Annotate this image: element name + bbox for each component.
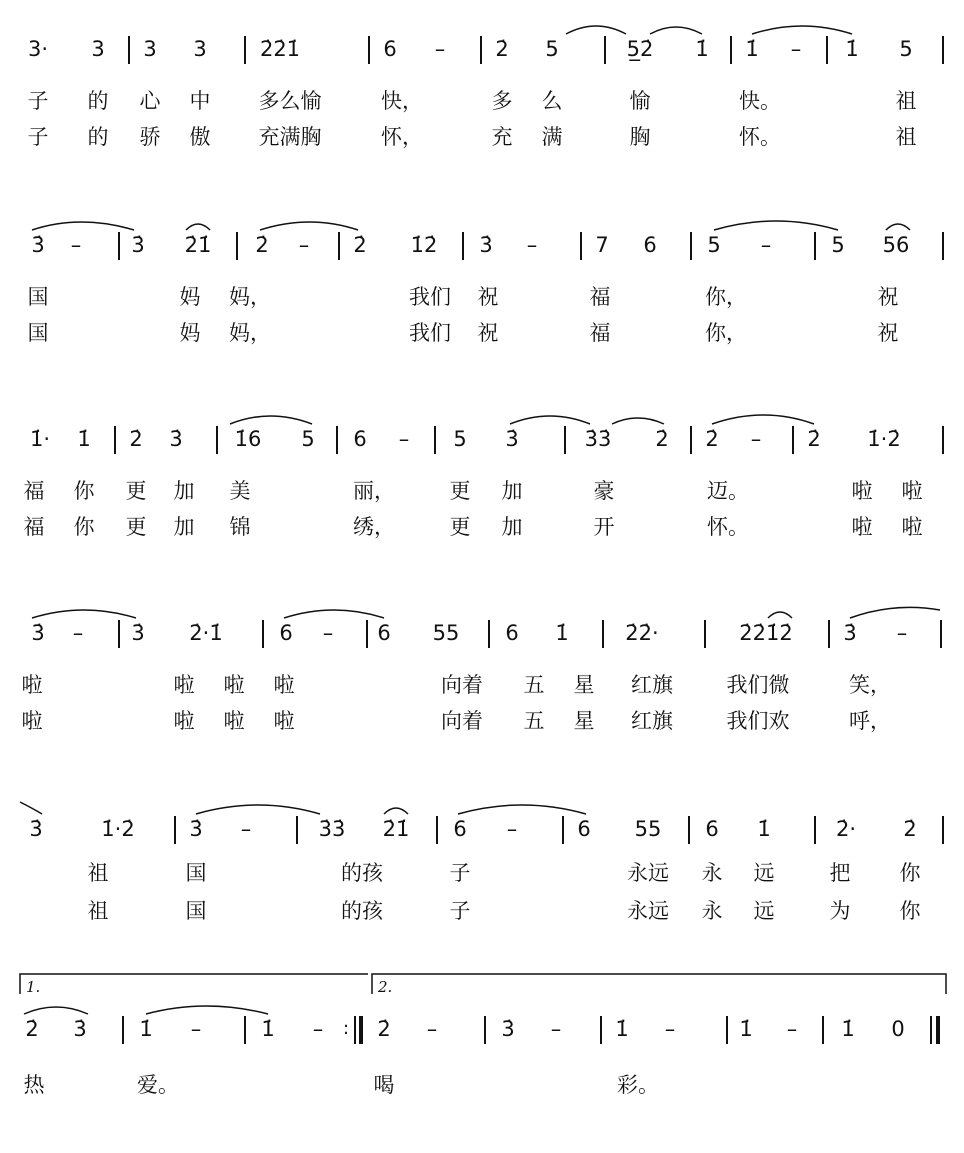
lyric: 加: [173, 479, 195, 503]
lyric: 远: [753, 899, 775, 923]
note: 3̇: [189, 817, 203, 841]
lyrics-verse-2: [0, 512, 964, 542]
lyric: 你: [73, 479, 95, 503]
lyrics-verse-1: [0, 476, 964, 506]
lyric: 开: [593, 515, 615, 539]
lyric: 祖: [87, 861, 109, 885]
lyric: 国: [185, 899, 207, 923]
note: –: [72, 621, 84, 645]
note: 6: [377, 621, 391, 645]
lyric: 福: [589, 321, 611, 345]
note: 3: [193, 37, 207, 61]
note: –: [664, 1017, 676, 1041]
lyric: 子: [449, 861, 471, 885]
lyric: 星: [573, 709, 595, 733]
note: 3̇: [131, 233, 145, 257]
lyric: 更: [449, 479, 471, 503]
lyric: 笑，: [849, 673, 891, 697]
note: –: [190, 1017, 202, 1041]
note: 2̇: [705, 427, 719, 451]
lyric: 的孩: [341, 861, 383, 885]
lyric: 你，: [705, 321, 747, 345]
note: 6: [705, 817, 719, 841]
lyric: 快，: [381, 89, 423, 113]
note: –: [760, 233, 772, 257]
lyric: 红旗: [631, 673, 673, 697]
lyric: 胸: [629, 125, 651, 149]
lyric: 国: [27, 321, 49, 345]
lyric: 永远: [627, 861, 669, 885]
note: 6: [643, 233, 657, 257]
note: –: [750, 427, 762, 451]
note: 1̇: [261, 1017, 275, 1041]
note: 1̇·2̇: [867, 427, 901, 451]
lyric: 啦: [21, 673, 43, 697]
note: 3̇3̇: [584, 427, 612, 451]
lyric: 子: [449, 899, 471, 923]
lyrics-verse-2: [0, 896, 964, 926]
lyric: 更: [125, 479, 147, 503]
note: –: [434, 37, 446, 61]
note: 55: [634, 817, 662, 841]
note: 3̇: [505, 427, 519, 451]
note: 3̇: [73, 1017, 87, 1041]
lyric: 我们微: [726, 673, 790, 697]
lyrics-verse-1: [0, 86, 964, 116]
note: 2̇: [903, 817, 917, 841]
lyric: 啦: [901, 515, 923, 539]
lyric: 福: [23, 479, 45, 503]
note: 3̇3̇: [318, 817, 346, 841]
note: 0: [891, 1017, 905, 1041]
lyric: 红旗: [631, 709, 673, 733]
note: –: [70, 233, 82, 257]
note: 1̇·: [29, 427, 51, 451]
lyric: 祝: [477, 321, 499, 345]
note: 5: [707, 233, 721, 257]
note: 1̇: [77, 427, 91, 451]
lyrics-verse-1: [0, 282, 964, 312]
note: –: [298, 233, 310, 257]
lyric: 多: [491, 89, 513, 113]
note: 2̇: [129, 427, 143, 451]
lyric: 的: [87, 125, 109, 149]
note: 5: [301, 427, 315, 451]
note: 1̇: [745, 37, 759, 61]
lyric: 妈: [179, 321, 201, 345]
lyric: 啦: [173, 709, 195, 733]
lyric: 为: [829, 899, 851, 923]
note: 1̇: [757, 817, 771, 841]
lyric: 子: [27, 125, 49, 149]
note: 6: [453, 817, 467, 841]
lyric: 啦: [273, 709, 295, 733]
lyric: 充: [491, 125, 513, 149]
lyric: 啦: [173, 673, 195, 697]
lyric: 喝: [373, 1073, 395, 1097]
lyric: 福: [23, 515, 45, 539]
lyric: 啦: [851, 515, 873, 539]
lyric: 加: [501, 479, 523, 503]
note: –: [398, 427, 410, 451]
note: 2̇2̇1̇2̇: [739, 621, 793, 645]
note: 1̇: [695, 37, 709, 61]
lyrics-verse-2: [0, 706, 964, 736]
note: 3̇: [31, 621, 45, 645]
lyric: 啦: [273, 673, 295, 697]
note: –: [550, 1017, 562, 1041]
note: –: [312, 1017, 324, 1041]
lyric: 祝: [877, 285, 899, 309]
lyric: 心: [139, 89, 161, 113]
note: 1̇: [841, 1017, 855, 1041]
lyric: 加: [173, 515, 195, 539]
lyric: 祝: [877, 321, 899, 345]
note: –: [786, 1017, 798, 1041]
lyric: 骄: [139, 125, 161, 149]
volta-1-label: 1.: [26, 978, 41, 996]
note: 1̇2̇: [410, 233, 438, 257]
lyric: 愉: [629, 89, 651, 113]
system-6: [0, 960, 964, 1150]
lyric: 你: [73, 515, 95, 539]
lyrics-verse-1: [0, 670, 964, 700]
note: 3̇: [31, 233, 45, 257]
lyric: 妈，: [229, 285, 271, 309]
note: 1̇6: [234, 427, 262, 451]
note: 5: [899, 37, 913, 61]
volta-2-label: 2.: [378, 978, 393, 996]
note: 2̇: [377, 1017, 391, 1041]
note: 3̇: [479, 233, 493, 257]
lyric: 啦: [223, 673, 245, 697]
lyric: 快。: [739, 89, 781, 113]
note: 1̇: [845, 37, 859, 61]
system-4: [0, 584, 964, 754]
note: 6: [383, 37, 397, 61]
lyric: 祖: [895, 125, 917, 149]
lyric: 美: [229, 479, 251, 503]
lyric: 五: [523, 673, 545, 697]
note: 7: [595, 233, 609, 257]
note: –: [240, 817, 252, 841]
note: 3: [91, 37, 105, 61]
lyric: 啦: [901, 479, 923, 503]
note: –: [426, 1017, 438, 1041]
note: 2̇: [495, 37, 509, 61]
note: 2̇: [807, 427, 821, 451]
lyric: 绣，: [353, 515, 395, 539]
note: 56: [882, 233, 910, 257]
lyric: 福: [589, 285, 611, 309]
lyrics-verse-2: [0, 122, 964, 152]
lyric: 妈: [179, 285, 201, 309]
lyric: 你: [899, 861, 921, 885]
lyric: 更: [449, 515, 471, 539]
note: 5: [831, 233, 845, 257]
note: 2̇: [255, 233, 269, 257]
lyric: 把: [829, 861, 851, 885]
lyric: 国: [27, 285, 49, 309]
lyric: 怀。: [707, 515, 749, 539]
lyric: 向着: [441, 673, 483, 697]
system-3: [0, 390, 964, 560]
lyric: 啦: [223, 709, 245, 733]
lyric: 祖: [895, 89, 917, 113]
system-1: [0, 0, 964, 170]
note: 3̇: [29, 817, 43, 841]
lyric: 你，: [705, 285, 747, 309]
lyric: 我们欢: [726, 709, 790, 733]
note: 1̇: [139, 1017, 153, 1041]
slurs: [0, 960, 964, 1150]
note: 3̇: [843, 621, 857, 645]
lyric: 满: [541, 125, 563, 149]
lyric: 更: [125, 515, 147, 539]
note: 2̇2̇·: [625, 621, 659, 645]
system-5: [0, 780, 964, 950]
lyrics-verse-1: [0, 858, 964, 888]
lyric: 永: [701, 861, 723, 885]
note: –: [526, 233, 538, 257]
lyric: 永: [701, 899, 723, 923]
lyric: 怀。: [739, 125, 781, 149]
lyric: 爱。: [137, 1073, 179, 1097]
note: 1̇·2̇: [101, 817, 135, 841]
note: 2̇: [353, 233, 367, 257]
lyric: 中: [189, 89, 211, 113]
note: 3̇: [501, 1017, 515, 1041]
lyric: 彩。: [617, 1073, 659, 1097]
lyric: 妈，: [229, 321, 271, 345]
note: –: [790, 37, 802, 61]
note: 5: [545, 37, 559, 61]
repeat-dots-icon: :: [342, 1018, 350, 1039]
lyric: 啦: [851, 479, 873, 503]
lyric: 热: [23, 1073, 45, 1097]
lyric: 国: [185, 861, 207, 885]
lyric: 迈。: [707, 479, 749, 503]
note: 55: [432, 621, 460, 645]
lyric: 的孩: [341, 899, 383, 923]
lyric: 锦: [229, 515, 251, 539]
note: 3: [143, 37, 157, 61]
lyrics-verse-1: [0, 1070, 964, 1100]
lyric: 充满胸: [258, 125, 322, 149]
lyric: 加: [501, 515, 523, 539]
note: 2̇·1̇: [189, 621, 223, 645]
note: 3̇: [169, 427, 183, 451]
lyric: 你: [899, 899, 921, 923]
note: 1̇: [615, 1017, 629, 1041]
note: 2̇1̇: [184, 233, 212, 257]
lyric: 呼，: [849, 709, 891, 733]
note: 2̇: [25, 1017, 39, 1041]
lyric: 的: [87, 89, 109, 113]
lyric: 怀，: [381, 125, 423, 149]
note: –: [896, 621, 908, 645]
lyric: 星: [573, 673, 595, 697]
note: 2̇·: [835, 817, 857, 841]
note: 2̇1̇: [382, 817, 410, 841]
note: 5̲2̇: [626, 37, 654, 61]
lyric: 五: [523, 709, 545, 733]
note: –: [506, 817, 518, 841]
lyric: 远: [753, 861, 775, 885]
system-2: [0, 196, 964, 366]
lyrics-verse-2: [0, 318, 964, 348]
note: 6: [505, 621, 519, 645]
lyric: 子: [27, 89, 49, 113]
lyric: 永远: [627, 899, 669, 923]
note: 1̇: [739, 1017, 753, 1041]
lyric: 我们: [409, 285, 451, 309]
note: 2̇: [655, 427, 669, 451]
note: 2̇2̇1̇: [259, 37, 301, 61]
lyric: 豪: [593, 479, 615, 503]
note: 6: [353, 427, 367, 451]
lyric: 祝: [477, 285, 499, 309]
lyric: 多么愉: [258, 89, 322, 113]
lyric: 傲: [189, 125, 211, 149]
lyric: 丽，: [353, 479, 395, 503]
lyric: 么: [541, 89, 563, 113]
note: 6: [577, 817, 591, 841]
note: 1̇: [555, 621, 569, 645]
note: 6: [279, 621, 293, 645]
lyric: 我们: [409, 321, 451, 345]
note: 3·: [27, 37, 49, 61]
note: 5: [453, 427, 467, 451]
note: 3̇: [131, 621, 145, 645]
lyric: 啦: [21, 709, 43, 733]
lyric: 祖: [87, 899, 109, 923]
lyric: 向着: [441, 709, 483, 733]
note: –: [322, 621, 334, 645]
